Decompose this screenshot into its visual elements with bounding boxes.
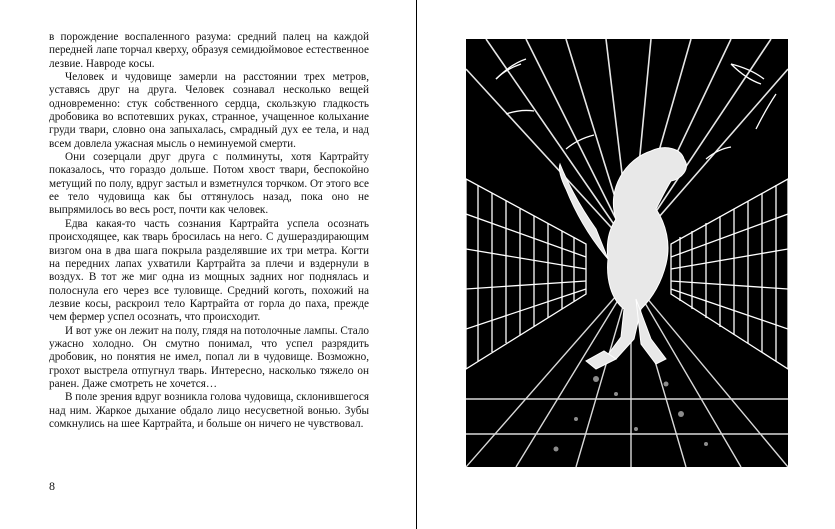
body-text [49,31,369,431]
illustration [466,39,788,467]
raptor-illustration-icon [466,39,788,467]
paragraph: Они созерцали друг друга с полминуты, хотя Картрайту показалось, что гораздо дольше. Потом хвост твари, беспокойно метущий по полу, вдруг застыл и взметнулся торчком. От этого все ее тело чудовища как бы оттянулось назад, пока оно не выпрямилось во весь рост, почти как человек. [49,151,369,217]
page-number: 8 [49,479,55,493]
left-page [0,0,416,529]
right-page [417,0,835,529]
paragraph: В поле зрения вдруг возникла голова чудовища, склонившегося над ним. Жаркое дыхание обдало лицо несусветной вонью. Зубы сомкнулись на шее Картрайта, и больше он ничего не чувствовал. [49,391,369,430]
paragraph: в порождение воспаленного разума: средний палец на каждой передней лапе торчал кверху, образуя семидюймовое естественное лезвие. Навроде косы. [49,31,369,70]
paragraph: И вот уже он лежит на полу, глядя на потолочные лампы. Стало ужасно холодно. Он смутно понимал, что успел разрядить дробовик, но понятия не имел, попал ли в чудовище. Возможно, грохот выстрела отпугнул тварь. Интересно, насколько тяжело он ранен. Даже смотреть не хочется… [49,324,370,390]
paragraph: Едва какая-то часть сознания Картрайта успела осознать происходящее, как тварь бросилась на него. С душераздирающим визгом она в два шага покрыла разделявшие их три метра. Когти на передних лапах ухватили Картрайта за плечи и вздернули в воздух. В тот же миг одна из мощных задних ног поднялась и полоснула его через все туловище. Средний коготь, похожий на лезвие косы, раскроил тело Картрайта от горла до паха, прежде чем фермер успел осознать, что происходит. [49,217,369,324]
paragraph: Человек и чудовище замерли на расстоянии трех метров, уставясь друг на друга. Человек сознавал несколько вещей одновременно: стук собственного сердца, скользкую гладкость дробовика во вспотевших руках, странное, учащенное колыхание груди твари, словно она запыхалась, смрадный дух ее тела, и над всем довлела ужасная мысль о неминуемой смерти. [49,71,369,150]
